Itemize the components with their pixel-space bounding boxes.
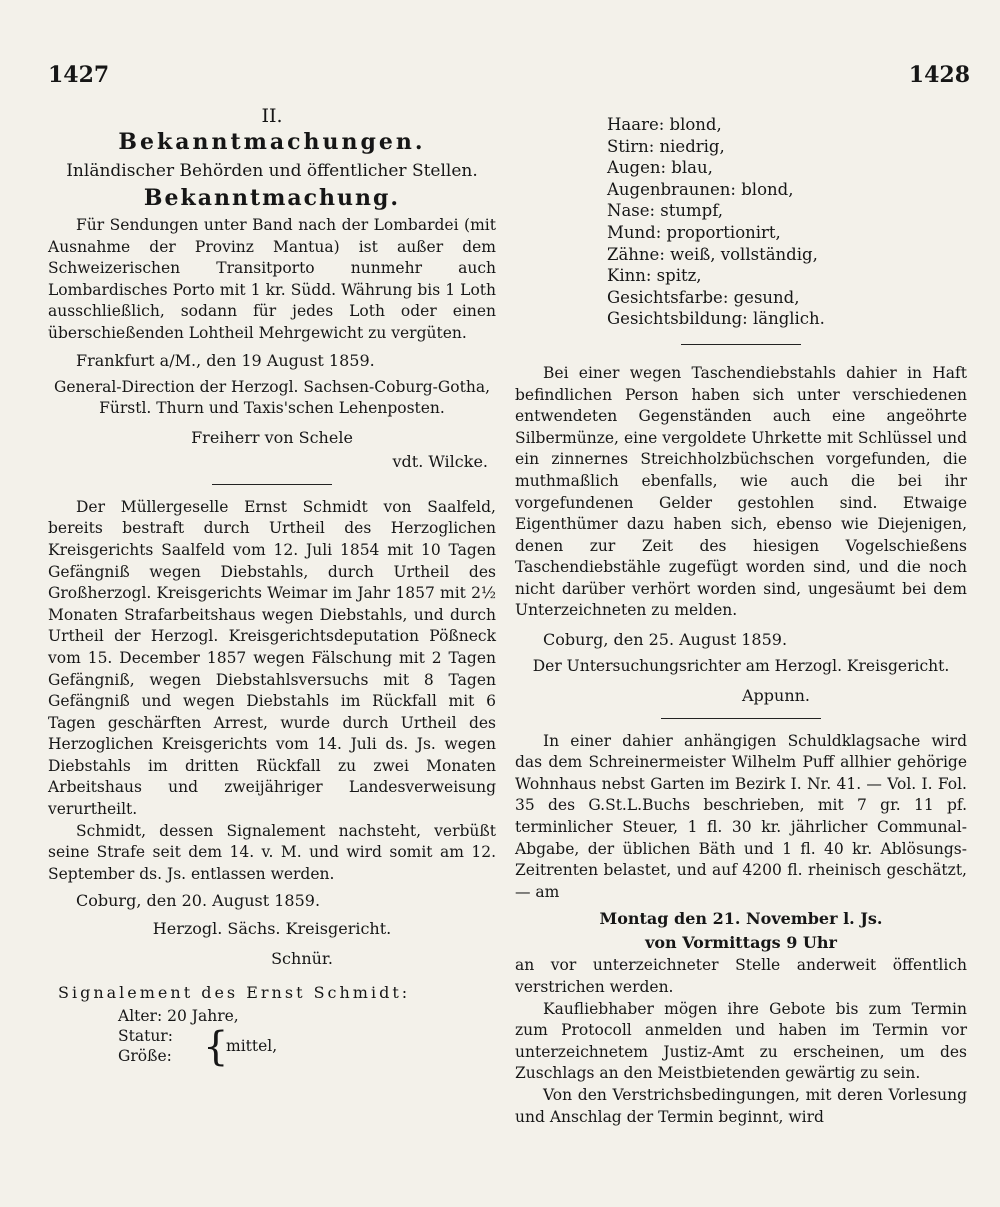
signalement-value: mittel,	[226, 1037, 278, 1056]
section-number: II.	[261, 105, 283, 127]
signalement-groesse: Größe:	[118, 1047, 172, 1066]
right-column	[515, 114, 967, 1128]
feature-line: Mund: proportionirt,	[607, 222, 781, 242]
notice-court: Herzogl. Sächs. Kreisgericht.	[152, 919, 392, 939]
brace-icon: {	[203, 1024, 229, 1071]
feature-line: Stirn: niedrig,	[607, 136, 725, 156]
notice-body: Der Müllergeselle Ernst Schmidt von Saalfeld, bereits bestraft durch Urtheil des Herzoglichen Kreisgerichts Saalfeld vom 12. Juli 1854 mit 10 Tagen Gefängniß wegen Diebstahls, durch Urtheil des Großherzogl. Kreisgerichts Weimar im Jahr 1857 mit 2½ Monaten Strafarbeitshaus wegen Diebstahls, und durch Urtheil der Herzogl. Kreisgerichtsdeputation Pößneck vom 15. December 1857 wegen Fälschung mit 2 Tagen Gefängniß, wegen Diebstahlsversuchs mit 8 Tagen Gefängniß und wegen Diebstahls im Rückfall mit 6 Tagen geschärften Arrest, wurde durch Urtheil des Herzoglichen Kreisgerichts vom 14. Juli ds. Js. wegen Diebstahls im dritten Rückfall zu zwei Monaten Arbeitshaus und zweijähriger Landesverweisung verurtheilt.	[48, 497, 496, 819]
notice-body: Kaufliebhaber mögen ihre Gebote bis zum Termin zum Protocoll anmelden und haben im Termin vor unterzeichnetem Justiz-Amt zu erscheinen, um des Zuschlags an den Meistbietenden gewärtig zu sein.	[515, 999, 967, 1083]
notice-signer: Appunn.	[741, 685, 811, 705]
notice-dateline: Frankfurt a/M., den 19 August 1859.	[76, 350, 375, 370]
notice-signer: Freiherr von Schele	[191, 427, 353, 447]
page-number-left: 1427	[48, 62, 110, 88]
notice-body: In einer dahier anhängigen Schuldklagsache wird das dem Schreinermeister Wilhelm Puff allhier gehörige Wohnhaus nebst Garten im Bezirk I. Nr. 41. — Vol. I. Fol. 35 des G.St.L.Buchs beschrieben, mit 7 gr. 11 pf. terminlicher Steuer, 1 fl. 30 kr. jährlicher Communal-Abgabe, der üblichen Bäth und 1 fl. 40 kr. Ablösungs-Zeitrenten belastet, und auf 4200 fl. rheinisch geschätzt, — am	[515, 731, 967, 901]
notice-dateline: Coburg, den 20. August 1859.	[76, 891, 321, 911]
notice-title: Bekanntmachung.	[143, 185, 401, 211]
divider	[212, 484, 332, 485]
notice-signer: Schnür.	[271, 949, 333, 969]
section-subtitle: Inländischer Behörden und öffentlicher Stellen.	[66, 161, 478, 181]
signalement-statur: Statur:	[118, 1027, 173, 1046]
notice-body: Bei einer wegen Taschendiebstahls dahier in Haft befindlichen Person haben sich unter verschiedenen entwendeten Gegenständen auch eine angeöhrte Silbermünze, eine vergoldete Uhrkette mit Schlüssel und ein zinnernes Streichholzbüchschen vorgefunden, die muthmaßlich ebenfalls, wie auch die bei ihr vorgefundenen Gelder gestohlen sind. Etwaige Eigenthümer dazu haben sich, ebenso wie Diejenigen, denen zur Zeit des hiesigen Vogelschießens Taschendiebstähle zugefügt worden sind, und die noch nicht darüber verhört worden sind, ungesäumt bei dem Unterzeichneten zu melden.	[515, 363, 967, 620]
signalement-age: Alter: 20 Jahre,	[118, 1007, 239, 1026]
notice-body: Von den Verstrichsbedingungen, mit deren Vorlesung und Anschlag der Termin beginnt, wird	[515, 1085, 967, 1126]
feature-line: Augenbraunen: blond,	[607, 179, 794, 199]
notice-vdt: vdt. Wilcke.	[392, 451, 488, 471]
feature-line: Gesichtsbildung: länglich.	[607, 309, 825, 329]
page-number-right: 1428	[908, 62, 970, 88]
divider	[661, 718, 821, 719]
feature-line: Nase: stumpf,	[607, 201, 724, 221]
notice-body: Schmidt, dessen Signalement nachsteht, verbüßt seine Strafe seit dem 14. v. M. und wird somit am 12. September ds. Js. entlassen werden.	[48, 821, 496, 883]
feature-line: Haare: blond,	[607, 115, 722, 134]
auction-time: von Vormittags 9 Uhr	[645, 933, 837, 953]
notice-issuer: General-Direction der Herzogl. Sachsen-Coburg-Gotha, Fürstl. Thurn und Taxis'schen Lehenposten.	[53, 377, 491, 418]
divider	[681, 344, 801, 345]
signalement-statur-groesse	[48, 1024, 496, 1071]
auction-date: Montag den 21. November l. Js.	[599, 909, 883, 929]
notice-body: Für Sendungen unter Band nach der Lombardei (mit Ausnahme der Provinz Mantua) ist außer dem Schweizerischen Transitporto nunmehr auch Lombardisches Porto mit 1 kr. Südd. Währung bis 1 Loth ausschließlich, sodann für jedes Loth oder einen überschießenden Lohtheil Mehrgewicht zu vergüten.	[48, 216, 496, 342]
feature-line: Zähne: weiß, vollständig,	[607, 244, 818, 264]
notice-dateline: Coburg, den 25. August 1859.	[543, 630, 788, 650]
signalement-heading: Signalement des Ernst Schmidt:	[58, 983, 411, 1003]
notice-body: an vor unterzeichneter Stelle anderweit öffentlich verstrichen werden.	[515, 956, 967, 996]
notice-issuer: Der Untersuchungsrichter am Herzogl. Kreisgericht.	[532, 657, 950, 676]
feature-line: Gesichtsfarbe: gesund,	[607, 287, 800, 307]
feature-line: Kinn: spitz,	[607, 266, 702, 286]
feature-line: Augen: blau,	[607, 158, 713, 178]
section-title: Bekanntmachungen.	[118, 129, 426, 155]
left-column	[48, 105, 496, 1069]
